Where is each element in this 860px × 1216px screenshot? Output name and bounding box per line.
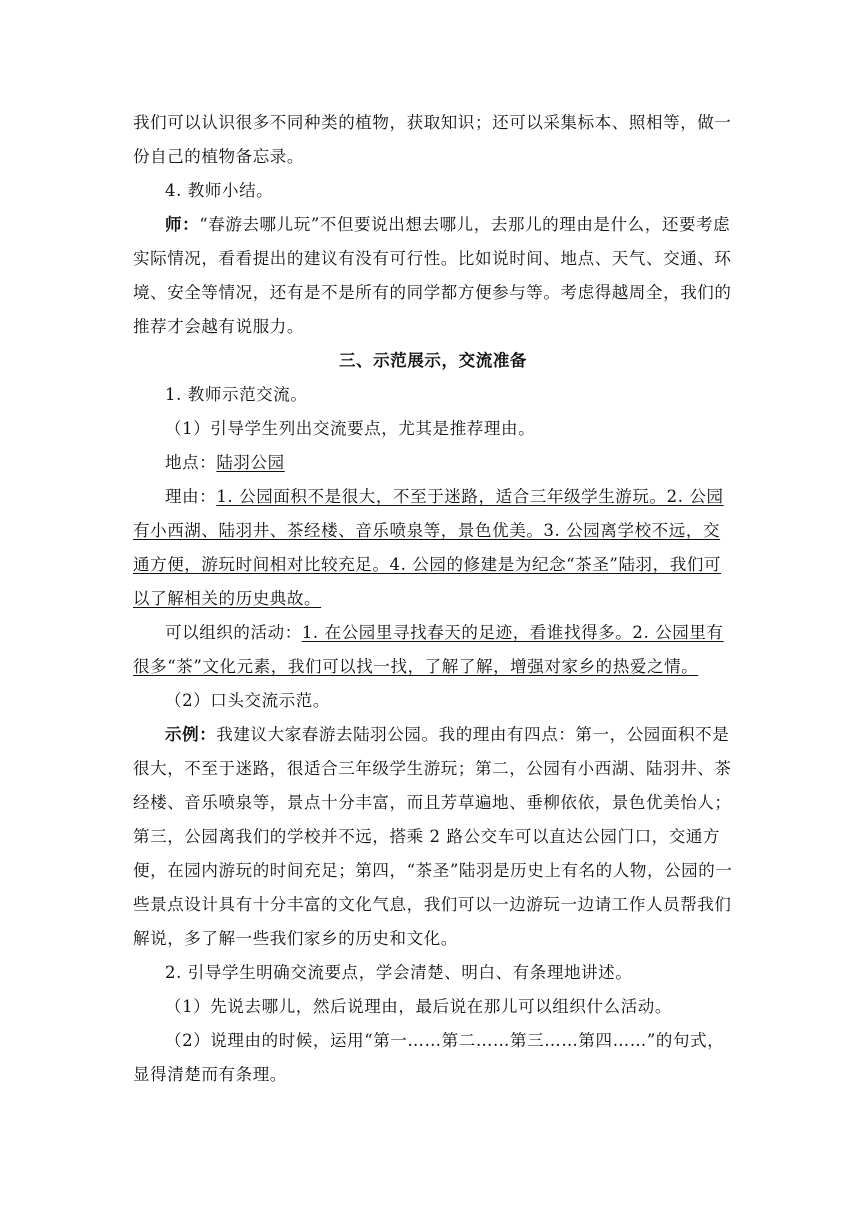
teacher-summary xyxy=(133,208,733,344)
section-heading: 三、示范展示，交流准备 xyxy=(338,351,528,370)
place-value: 陆羽公园 xyxy=(216,453,285,472)
place-label: 地点： xyxy=(165,453,217,472)
sub-step-2: （2）口头交流示范。 xyxy=(165,691,330,710)
item-4: 4. 教师小结。 xyxy=(165,181,274,200)
activity-paragraph xyxy=(133,616,733,684)
teacher-label: 师： xyxy=(165,215,200,234)
sub-step-1: （1）引导学生列出交流要点，尤其是推荐理由。 xyxy=(165,419,536,438)
example-text: 我建议大家春游去陆羽公园。我的理由有四点：第一，公园面积不是很大，不至于迷路，很适合三年级学生游玩；第二，公园有小西湖、陆羽井、茶经楼、音乐喷泉等，景点十分丰富，而且芳草遍地、垂柳依依，景色优美怡人；第三，公园离我们的学校并不远，搭乘 2 路公交车可以直达公园门口，交通方便，在园内游玩的时间充足；第四，“茶圣”陆羽是历史上有名的人物，公园的一些景点设计具有十分丰富的文化气息，我们可以一边游玩一边请工作人员帮我们解说，多了解一些我们家乡的历史和文化。 xyxy=(133,725,733,948)
example-label: 示例： xyxy=(165,725,217,744)
reason-label: 理由： xyxy=(165,487,217,506)
teacher-text: “春游去哪儿玩”不但要说出想去哪儿，去那儿的理由是什么，还要考虑实际情况，看看提出的建议有没有可行性。比如说时间、地点、天气、交通、环境、安全等情况，还有是不是所有的同学都方便参与等。考虑得越周全，我们的推荐才会越有说服力。 xyxy=(133,215,732,336)
example-paragraph xyxy=(133,718,733,956)
sub-step-3: （1）先说去哪儿，然后说理由，最后说在那儿可以组织什么活动。 xyxy=(165,997,672,1016)
activity-text: 1. 在公园里寻找春天的足迹，看谁找得多。2. 公园里有很多“茶”文化元素，我们可以找一找，了解了解，增强对家乡的热爱之情。 xyxy=(133,623,724,676)
reason-paragraph xyxy=(133,480,733,616)
document-body xyxy=(133,106,733,1092)
reason-text: 1. 公园面积不是很大，不至于迷路，适合三年级学生游玩。2. 公园有小西湖、陆羽井、茶经楼、音乐喷泉等，景色优美。3. 公园离学校不远，交通方便，游玩时间相对比较充足。4. 公园的修建是为纪念“茶圣”陆羽，我们可以了解相关的历史典故。 xyxy=(133,487,724,608)
place-line xyxy=(133,446,733,480)
paragraph-continuation: 我们可以认识很多不同种类的植物，获取知识；还可以采集标本、照相等，做一份自己的植物备忘录。 xyxy=(133,113,732,166)
step-2: 2. 引导学生明确交流要点，学会清楚、明白、有条理地讲述。 xyxy=(165,963,633,982)
activity-label: 可以组织的活动： xyxy=(165,623,302,642)
sub-step-4: （2）说理由的时候，运用“第一……第二……第三……第四……”的句式，显得清楚而有条理。 xyxy=(133,1031,725,1084)
step-1: 1. 教师示范交流。 xyxy=(165,385,308,404)
